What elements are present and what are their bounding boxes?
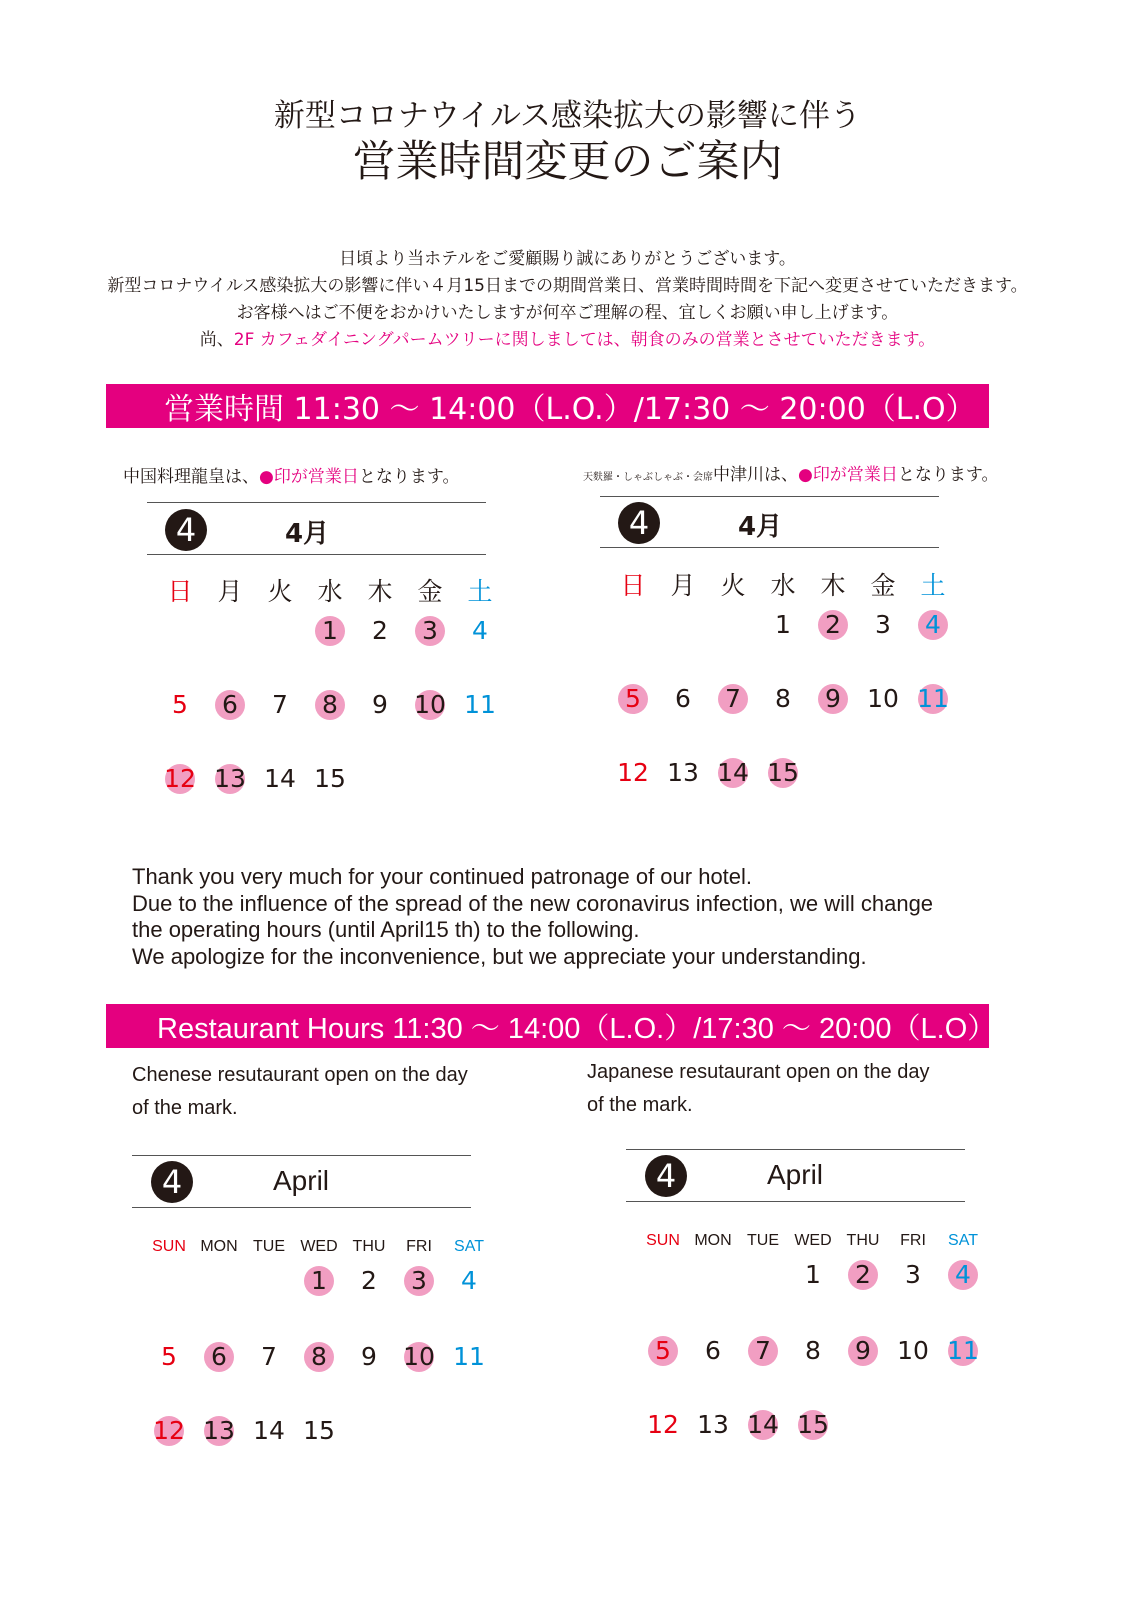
page-title: 営業時間変更のご案内 xyxy=(352,137,783,187)
calendar-day-open xyxy=(394,1264,444,1298)
weekday-header: TUE xyxy=(253,1238,285,1255)
weekday-header: 日 xyxy=(620,571,646,600)
calendar-day-number: 9 xyxy=(825,684,841,713)
month-label: April xyxy=(767,1159,824,1190)
calendar-bottom-rule xyxy=(132,1207,471,1208)
month-number-badge: 4 xyxy=(165,509,207,551)
calendar-day-number: 11 xyxy=(453,1342,485,1371)
calendar-day-number: 5 xyxy=(172,690,188,719)
calendar-day xyxy=(444,1264,494,1298)
calendar-day-open xyxy=(608,682,658,716)
jp-hours-band: 営業時間 11:30 ～ 14:00（L.O.）/17:30 ～ 20:00（L.O） xyxy=(106,384,989,428)
calendar-day-open xyxy=(808,608,858,642)
calendar-day-open xyxy=(788,1408,838,1442)
calendar-day xyxy=(344,1264,394,1298)
calendar-day-number: 12 xyxy=(617,758,649,787)
calendar-day-open xyxy=(194,1340,244,1374)
calendar-day-number: 7 xyxy=(272,690,288,719)
intro-line-2: 新型コロナウイルス感染拡大の影響に伴い４月15日までの期間営業日、営業時間時間を下記へ変更させていただきます。 xyxy=(107,276,1028,296)
english-intro xyxy=(132,864,933,970)
weekday-header: SAT xyxy=(948,1232,978,1249)
weekday-header: FRI xyxy=(900,1232,926,1249)
calendar-day-number: 13 xyxy=(697,1410,729,1439)
intro-line-4-notice: 2F カフェダイニングパームツリーに関しましては、朝食のみの営業とさせていただきます。 xyxy=(233,330,936,350)
calendar-day-number: 6 xyxy=(705,1336,721,1365)
weekday-header: 木 xyxy=(367,577,393,606)
en-note-japanese-line-2: of the mark. xyxy=(587,1094,693,1116)
calendar-day-number: 8 xyxy=(805,1336,821,1365)
calendar-bottom-rule xyxy=(600,547,939,548)
calendar-day xyxy=(888,1258,938,1292)
calendar-day-number: 15 xyxy=(797,1410,829,1439)
jp-note-chinese-suffix: となります。 xyxy=(358,467,460,487)
weekday-header: THU xyxy=(352,1238,386,1255)
calendar-day-number: 7 xyxy=(725,684,741,713)
calendar-day-open xyxy=(305,688,355,722)
calendar-day-number: 13 xyxy=(203,1416,235,1445)
intro-line-4-prefix: 尚、 xyxy=(199,330,234,350)
calendar-day xyxy=(155,688,205,722)
calendar-day-open xyxy=(194,1414,244,1448)
calendar-day-number: 12 xyxy=(164,764,196,793)
calendar-day-open xyxy=(155,762,205,796)
calendar-day-number: 12 xyxy=(647,1410,679,1439)
calendar-day-number: 15 xyxy=(767,758,799,787)
calendar-top-rule xyxy=(132,1155,471,1156)
intro-line-1: 日頃より当ホテルをご愛顧賜り誠にありがとうございます。 xyxy=(339,249,796,269)
calendar-day-number: 9 xyxy=(361,1342,377,1371)
english-intro-line-4: We apologize for the inconvenience, but we appreciate your understanding. xyxy=(132,943,867,969)
calendar-day-number: 6 xyxy=(222,690,238,719)
calendar-day-number: 15 xyxy=(314,764,346,793)
weekday-header: 月 xyxy=(217,577,243,606)
weekday-header: MON xyxy=(200,1238,238,1255)
calendar-day xyxy=(688,1334,738,1368)
calendar-day-number: 10 xyxy=(867,684,899,713)
calendar-day-open xyxy=(758,756,808,790)
calendar-day-number: 6 xyxy=(675,684,691,713)
weekday-header: TUE xyxy=(747,1232,779,1249)
calendar-day xyxy=(355,688,405,722)
calendar-day-number: 14 xyxy=(717,758,749,787)
calendar-day-number: 14 xyxy=(747,1410,779,1439)
calendar-day xyxy=(638,1408,688,1442)
calendar-day-open xyxy=(638,1334,688,1368)
jp-note-japanese-name: 中津川は、 xyxy=(713,465,798,485)
jp-note-japanese-suffix: となります。 xyxy=(897,465,999,485)
weekday-header: WED xyxy=(300,1238,338,1255)
jp-note-chinese-name: 中国料理龍皇は、 xyxy=(123,467,259,487)
month-label: 4月 xyxy=(285,519,330,549)
calendar-day-number: 2 xyxy=(825,610,841,639)
english-intro-line-3: the operating hours (until April15 th) to the following. xyxy=(132,917,640,942)
weekday-header: 水 xyxy=(770,571,796,600)
calendar-day-open xyxy=(908,608,958,642)
calendar-day xyxy=(255,762,305,796)
intro-line-3: お客様へはご不便をおかけいたしますが何卒ご理解の程、宜しくお願い申し上げます。 xyxy=(236,303,899,323)
calendar-day-open xyxy=(405,614,455,648)
calendar-day-number: 3 xyxy=(422,616,438,645)
calendar-day xyxy=(858,682,908,716)
calendar-day-number: 3 xyxy=(905,1260,921,1289)
calendar-day xyxy=(144,1340,194,1374)
calendar-day-number: 6 xyxy=(211,1342,227,1371)
calendar-day xyxy=(294,1414,344,1448)
jp-note-japanese xyxy=(583,460,998,485)
calendar-day-number: 10 xyxy=(414,690,446,719)
calendar-day-number: 10 xyxy=(403,1342,435,1371)
calendar-day-number: 3 xyxy=(875,610,891,639)
calendar-day-open xyxy=(394,1340,444,1374)
month-label: 4月 xyxy=(738,512,783,542)
calendar-day xyxy=(688,1408,738,1442)
calendar-day xyxy=(355,614,405,648)
calendar-day-number: 5 xyxy=(625,684,641,713)
month-number-badge: 4 xyxy=(645,1155,687,1197)
en-note-japanese-line-1: Japanese resutaurant open on the day xyxy=(587,1061,930,1083)
calendar-day xyxy=(758,608,808,642)
calendar-day-open xyxy=(708,682,758,716)
weekday-header: 月 xyxy=(670,571,696,600)
weekday-header: WED xyxy=(794,1232,832,1249)
jp-note-chinese xyxy=(123,462,459,487)
calendar-day xyxy=(455,614,505,648)
calendar-day-number: 5 xyxy=(161,1342,177,1371)
calendar-day xyxy=(455,688,505,722)
month-label: April xyxy=(273,1165,330,1196)
calendar-day-number: 11 xyxy=(464,690,496,719)
calendar-day-number: 8 xyxy=(775,684,791,713)
calendar-day-open xyxy=(205,762,255,796)
calendar-top-rule xyxy=(600,496,939,497)
calendar-day-open xyxy=(908,682,958,716)
calendar-day-open xyxy=(294,1340,344,1374)
calendar-top-rule xyxy=(147,502,486,503)
calendar-day-open xyxy=(838,1334,888,1368)
calendar-day-number: 9 xyxy=(372,690,388,719)
month-number-badge: 4 xyxy=(151,1161,193,1203)
calendar-day-number: 1 xyxy=(805,1260,821,1289)
english-intro-line-2: Due to the influence of the spread of the new coronavirus infection, we will change xyxy=(132,890,934,916)
jp-note-chinese-mark: ●印が営業日 xyxy=(259,467,359,487)
calendar-day-open xyxy=(938,1258,988,1292)
calendar-day-number: 12 xyxy=(153,1416,185,1445)
weekday-header: 木 xyxy=(820,571,846,600)
calendar-day-open xyxy=(808,682,858,716)
weekday-header: 日 xyxy=(167,577,193,606)
calendar-day-number: 11 xyxy=(947,1336,979,1365)
calendar-day-number: 9 xyxy=(855,1336,871,1365)
calendar-day xyxy=(858,608,908,642)
en-note-japanese xyxy=(587,1056,929,1122)
calendar-day-open xyxy=(305,614,355,648)
calendar-day-number: 4 xyxy=(955,1260,971,1289)
weekday-header: 水 xyxy=(317,577,343,606)
jp-note-japanese-small: 天麩羅・しゃぶしゃぶ・会席 xyxy=(583,472,713,483)
calendar-day xyxy=(305,762,355,796)
calendar-day xyxy=(658,682,708,716)
calendar-day-number: 11 xyxy=(917,684,949,713)
weekday-header: 金 xyxy=(870,571,896,600)
calendar-day-number: 4 xyxy=(925,610,941,639)
calendar-day-open xyxy=(738,1408,788,1442)
calendar-day-number: 14 xyxy=(264,764,296,793)
weekday-header: 火 xyxy=(267,577,293,606)
calendar-day-number: 1 xyxy=(775,610,791,639)
weekday-header: MON xyxy=(694,1232,732,1249)
calendar-day-number: 2 xyxy=(361,1266,377,1295)
en-note-chinese-line-1: Chenese resutaurant open on the day xyxy=(132,1064,468,1086)
weekday-header: FRI xyxy=(406,1238,432,1255)
calendar-day-open xyxy=(708,756,758,790)
calendar-day-open xyxy=(938,1334,988,1368)
calendar-day-open xyxy=(838,1258,888,1292)
calendar-day-number: 15 xyxy=(303,1416,335,1445)
weekday-header: SUN xyxy=(646,1232,680,1249)
calendar-day-number: 10 xyxy=(897,1336,929,1365)
calendar-day-number: 4 xyxy=(461,1266,477,1295)
weekday-header: 火 xyxy=(720,571,746,600)
calendar-bottom-rule xyxy=(626,1201,965,1202)
weekday-header: SUN xyxy=(152,1238,186,1255)
calendar-day-number: 5 xyxy=(655,1336,671,1365)
weekday-header: SAT xyxy=(454,1238,484,1255)
calendar-day-open xyxy=(205,688,255,722)
calendar-day-number: 8 xyxy=(322,690,338,719)
month-number-badge: 4 xyxy=(618,502,660,544)
calendar-day xyxy=(344,1340,394,1374)
en-note-chinese-line-2: of the mark. xyxy=(132,1097,238,1119)
title-line-1: 新型コロナウイルス感染拡大の影響に伴う xyxy=(273,98,862,134)
weekday-header: 金 xyxy=(417,577,443,606)
en-hours-band: Restaurant Hours 11:30 ～ 14:00（L.O.）/17:30 ～ 20:00（L.O） xyxy=(106,1004,989,1048)
calendar-day xyxy=(244,1414,294,1448)
calendar-day xyxy=(788,1334,838,1368)
weekday-header: THU xyxy=(846,1232,880,1249)
jp-note-japanese-mark: ●印が営業日 xyxy=(798,465,898,485)
calendar-day xyxy=(608,756,658,790)
calendar-day-open xyxy=(294,1264,344,1298)
calendar-day-number: 3 xyxy=(411,1266,427,1295)
calendar-day xyxy=(244,1340,294,1374)
english-intro-line-1: Thank you very much for your continued patronage of our hotel. xyxy=(132,864,753,889)
calendar-day-number: 2 xyxy=(372,616,388,645)
calendar-day-number: 1 xyxy=(311,1266,327,1295)
calendar-day-open xyxy=(738,1334,788,1368)
weekday-header: 土 xyxy=(467,577,493,606)
calendar-day-number: 2 xyxy=(855,1260,871,1289)
calendar-day-number: 7 xyxy=(261,1342,277,1371)
calendar-day-number: 14 xyxy=(253,1416,285,1445)
calendar-day-number: 8 xyxy=(311,1342,327,1371)
calendar-bottom-rule xyxy=(147,554,486,555)
calendar-day-open xyxy=(405,688,455,722)
calendar-day-number: 13 xyxy=(667,758,699,787)
calendar-top-rule xyxy=(626,1149,965,1150)
calendar-day-number: 1 xyxy=(322,616,338,645)
intro-text xyxy=(0,246,1135,354)
calendar-day xyxy=(444,1340,494,1374)
calendar-day xyxy=(788,1258,838,1292)
calendar-day xyxy=(888,1334,938,1368)
calendar-day xyxy=(255,688,305,722)
calendar-day-open xyxy=(144,1414,194,1448)
calendar-day-number: 7 xyxy=(755,1336,771,1365)
intro-line-4 xyxy=(0,327,1135,354)
en-note-chinese xyxy=(132,1059,468,1125)
calendar-day-number: 4 xyxy=(472,616,488,645)
calendar-day-number: 13 xyxy=(214,764,246,793)
weekday-header: 土 xyxy=(920,571,946,600)
calendar-day xyxy=(658,756,708,790)
calendar-day xyxy=(758,682,808,716)
